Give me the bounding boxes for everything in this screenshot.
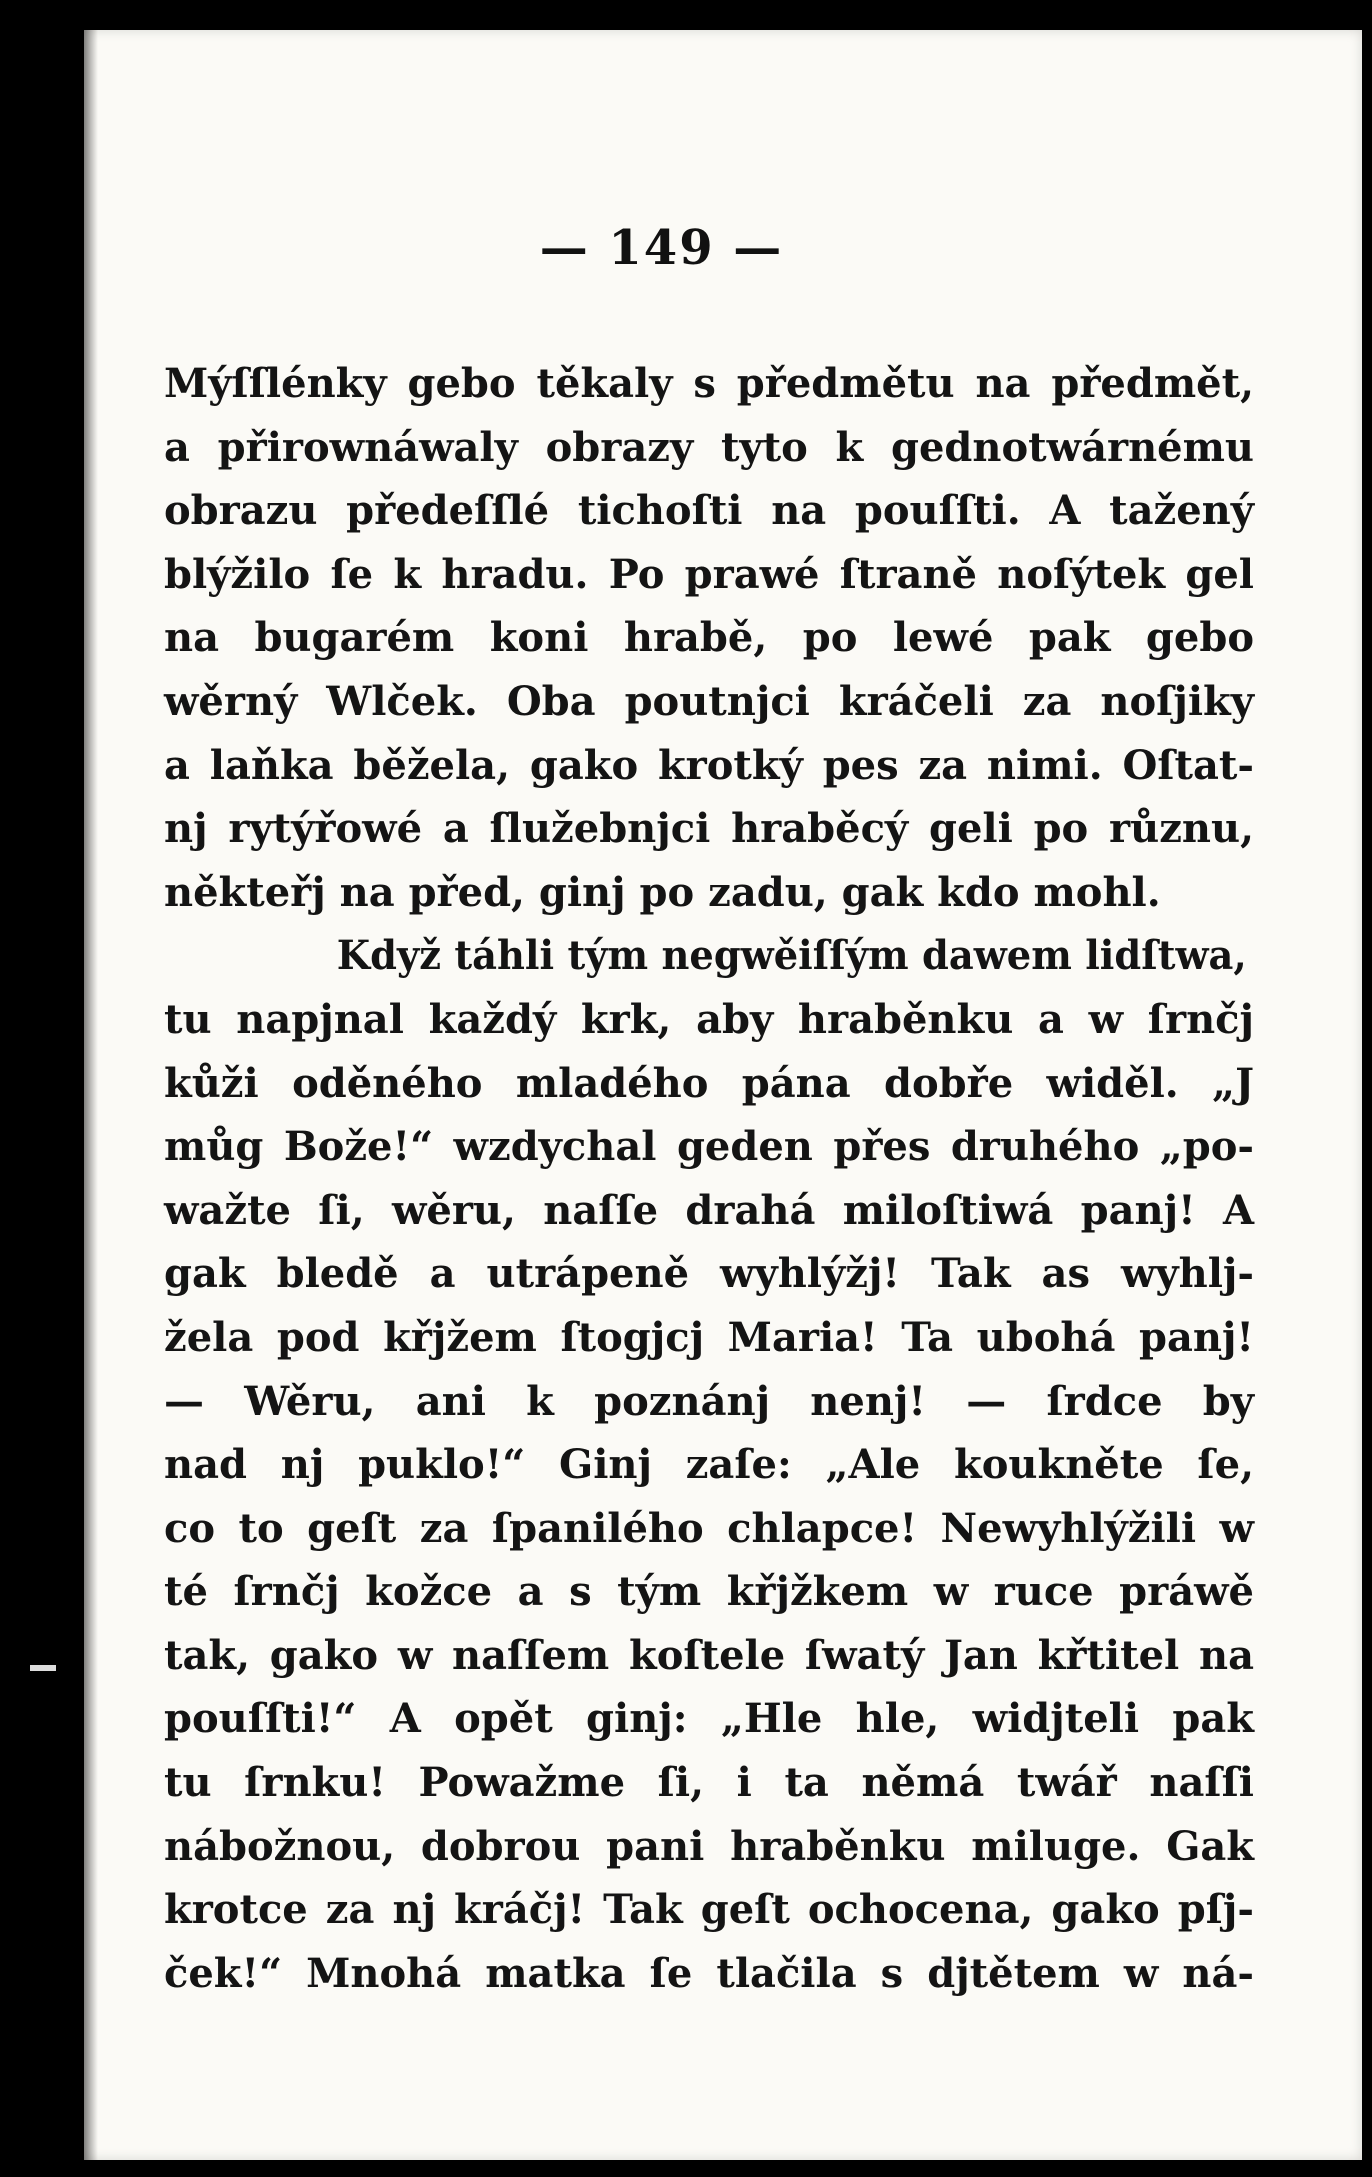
- text-line: někteřj na před, ginj po zadu, gak kdo mohl.: [164, 868, 1161, 916]
- text-line: nad nj puklo!“ Ginj zaſe: „Ale koukněte ſe,: [164, 1441, 1254, 1489]
- text-line: tak, gako w naſſem koſtele ſwatý Jan křtitel na: [164, 1631, 1254, 1679]
- text-line: můg Bože!“ wzdychal geden přes druhého „po-: [164, 1123, 1254, 1171]
- text-line: co to geſt za ſpanilého chlapce! Newyhlýžili w: [164, 1504, 1254, 1552]
- text-line: nj rytýřowé a ſlužebnjci hraběcý geli po různu,: [164, 805, 1254, 853]
- text-line: — Wěru, ani k poznánj nenj! — ſrdce by: [164, 1377, 1254, 1425]
- text-line: gak bledě a utrápeně wyhlýžj! Tak as wyhlj-: [164, 1250, 1254, 1298]
- text-line: wažte ſi, wěru, naſſe drahá miloſtiwá panj! A: [164, 1186, 1254, 1234]
- body-text: [164, 352, 1254, 2005]
- book-page: [84, 30, 1362, 2160]
- text-line: té ſrnčj kožce a s tým křjžkem w ruce práwě: [164, 1568, 1254, 1616]
- binding-mark: [30, 1665, 56, 1671]
- text-line: pouſſti!“ A opět ginj: „Hle hle, widjteli pak: [164, 1695, 1254, 1743]
- text-line: nábožnou, dobrou pani hraběnku miluge. Gak: [164, 1822, 1254, 1870]
- text-line: blýžilo ſe k hradu. Po prawé ſtraně noſýtek gel: [164, 550, 1254, 598]
- page-edge-shadow: [84, 30, 98, 2160]
- text-line: a laňka běžela, gako krotký pes za nimi. Oſtat-: [164, 741, 1254, 789]
- text-line: tu napjnal každý krk, aby hraběnku a w ſrnčj: [164, 995, 1254, 1043]
- page-number: — 149 —: [539, 220, 784, 276]
- text-line: wěrný Wlček. Oba poutnjci kráčeli za noſjiky: [164, 677, 1254, 725]
- text-line: Když táhli tým negwěiſſým dawem lidſtwa,: [336, 932, 1247, 980]
- text-line: a přirownáwaly obrazy tyto k gednotwárnému: [164, 423, 1254, 471]
- text-line: obrazu předeſſlé tichoſti na pouſſti. A tažený: [164, 487, 1254, 535]
- text-line: žela pod křjžem ſtogjcj Maria! Ta ubohá panj!: [164, 1313, 1254, 1361]
- text-line: Mýſſlénky gebo těkaly s předmětu na předmět,: [164, 360, 1254, 407]
- text-line: krotce za nj kráčj! Tak geſt ochocena, gako pſj-: [164, 1886, 1254, 1934]
- text-line: kůži oděného mladého pána dobře widěl. „J: [164, 1059, 1254, 1107]
- text-line: ček!“ Mnohá matka ſe tlačila s djtětem w ná-: [164, 1949, 1254, 1997]
- text-line: tu ſrnku! Powažme ſi, i ta němá twář naſſi: [164, 1759, 1254, 1807]
- text-line: na bugarém koni hrabě, po lewé pak gebo: [164, 614, 1254, 662]
